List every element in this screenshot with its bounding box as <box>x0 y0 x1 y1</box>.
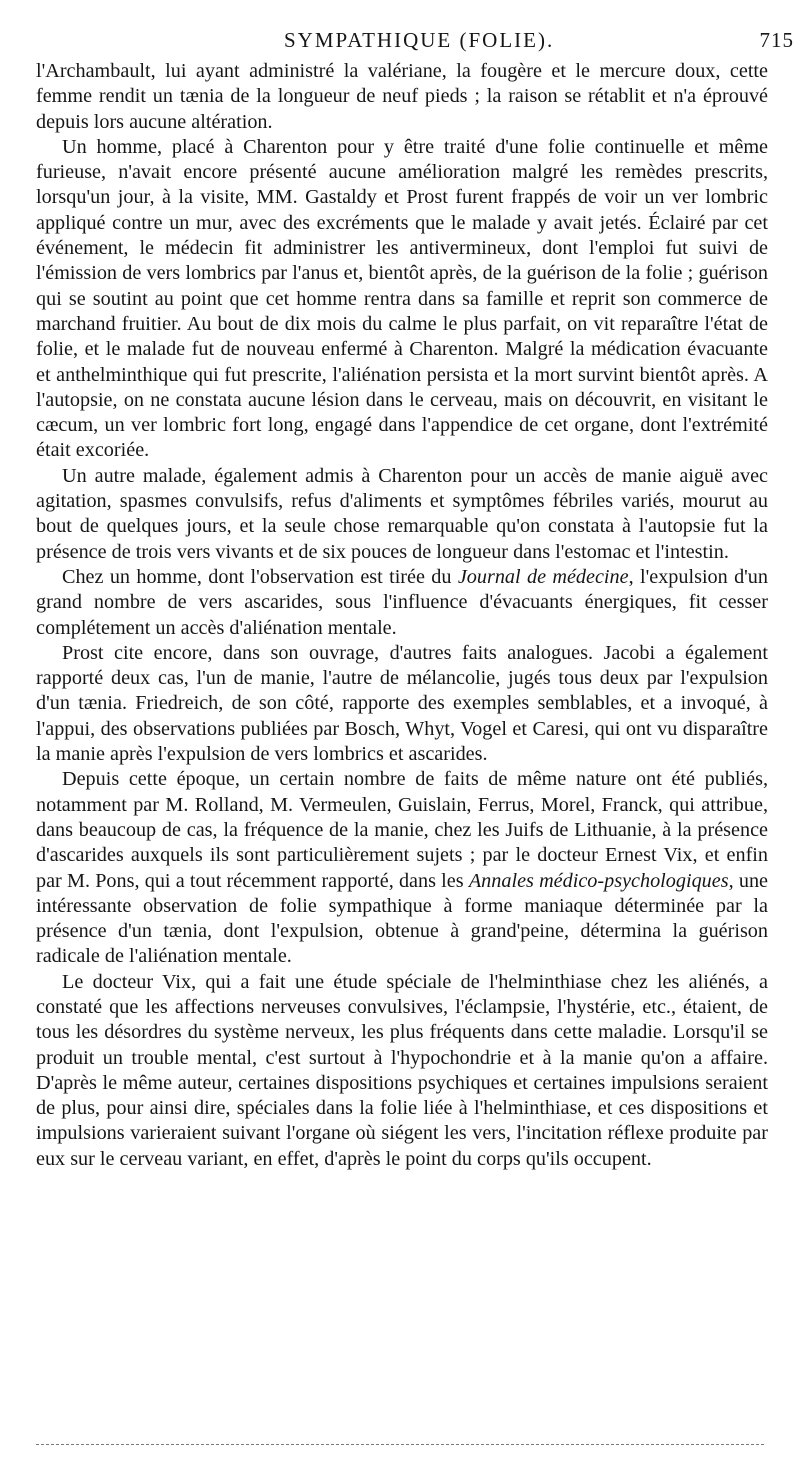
paragraph-text: , une intéressante observation de folie sympathique à forme maniaque déterminée par la présence d'un tænia, dont l'expulsion, obtenue à grand'peine, détermina la guérison radicale de l'aliénation mentale. <box>36 869 769 968</box>
paragraph-prost-jacobi-friedreich: Prost cite encore, dans son ouvrage, d'autres faits analogues. Jacobi a également rapporté deux cas, l'un de manie, l'autre de mélancolie, jugés tous deux par l'expulsion d'un tænia. Friedreich, de son côté, rapporte des exemples semblables, et a invoqué, à l'appui, des observations publiées par Bosch, Whyt, Vogel et Caresi, qui ont vu disparaître la manie après l'expulsion de vers lombrics et ascarides. <box>36 641 768 766</box>
journal-title: Journal de médecine <box>457 565 629 588</box>
paragraph-published-cases <box>36 767 768 969</box>
body-text <box>36 59 768 1172</box>
paragraph-text: Depuis cette époque, un certain nombre de faits de même nature ont été publiés, notamment par M. Rolland, M. Vermeulen, Guislain, Ferrus, Morel, Franck, qui attribue, dans beaucoup de cas, la fréquence de la manie, chez les Juifs de Lithuanie, à la présence d'ascarides auxquels ils sont particulièrement sujets ; par le docteur Ernest Vix, et enfin par M. Pons, qui a tout récemment rapporté, dans les <box>36 768 768 892</box>
paragraph-charenton-mania-case: Un autre malade, également admis à Charenton pour un accès de manie aiguë avec agitation, spasmes convulsifs, refus d'aliments et symptômes fébriles variés, mourut au bout de quelques jours, et la seule chose remarquable qu'on constata à l'autopsie fut la présence de trois vers vivants et de six pouces de longueur dans l'estomac et l'intestin. <box>36 464 768 563</box>
journal-title: Annales médico-psychologiques <box>468 869 729 892</box>
paragraph-journal-observation <box>36 565 768 641</box>
page-number: 715 <box>759 28 794 52</box>
running-head <box>36 28 794 56</box>
footer-rule <box>36 1444 764 1445</box>
paragraph-vix-study: Le docteur Vix, qui a fait une étude spéciale de l'helminthiase chez les aliénés, a constaté que les affections nerveuses convulsives, l'éclampsie, l'hystérie, etc., étaient, de tous les désordres du système nerveux, les plus fréquents dans cette maladie. Lorsqu'il se produit un trouble mental, c'est surtout à l'hypochondrie et à la manie qu'on a affaire. D'après le même auteur, certaines dispositions psychiques et certaines impulsions seraient de plus, pour ainsi dire, spéciales dans la folie liée à l'helminthiase, et ces dispositions et impulsions varieraient suivant l'organe où siégent les vers, l'incitation réflexe produite par eux sur le cerveau variant, en effet, d'après le point du corps qu'ils occupent. <box>36 970 768 1170</box>
paragraph-text: Chez un homme, dont l'observation est tirée du <box>62 565 458 588</box>
paragraph-charenton-lombric-case: Un homme, placé à Charenton pour y être traité d'une folie continuelle et même furieuse, n'avait encore présenté aucune amélioration malgré les remèdes prescrits, lorsqu'un jour, à la visite, MM. Gastaldy et Prost furent frappés de voir un ver lombric appliqué contre un mur, avec des excréments que le malade y avait jetés. Éclairé par cet événement, le médecin fit administrer les antivermineux, dont l'emploi fut suivi de l'émission de vers lombrics par l'anus et, bientôt après, de la guérison de la folie ; guérison qui se soutint au point que cet homme rentra dans sa famille et reprit son commerce de marchand fruitier. Au bout de dix mois du calme le plus parfait, on vit reparaître l'état de folie, et le malade fut de nouveau enfermé à Charenton. Malgré la médication évacuante et anthelminthique qui fut prescrite, l'aliénation persista et la mort survint bientôt après. A l'autopsie, on ne constata aucune lésion dans le cerveau, mais on découvrit, en visitant le cæcum, un ver lombric fort long, engagé dans l'appendice de cet organe, dont l'extrémité était excoriée. <box>36 135 768 462</box>
paragraph-text: , l'expulsion d'un grand nombre de vers ascarides, sous l'influence d'évacuants énergiques, fit cesser complétement un accès d'aliénation mentale. <box>36 565 768 639</box>
running-title: SYMPATHIQUE (FOLIE). <box>284 28 555 52</box>
paragraph-continuation: l'Archambault, lui ayant administré la valériane, la fougère et le mercure doux, cette femme rendit un tænia de la longueur de neuf pieds ; la raison se rétablit et n'a éprouvé depuis lors aucune altération. <box>36 60 768 133</box>
